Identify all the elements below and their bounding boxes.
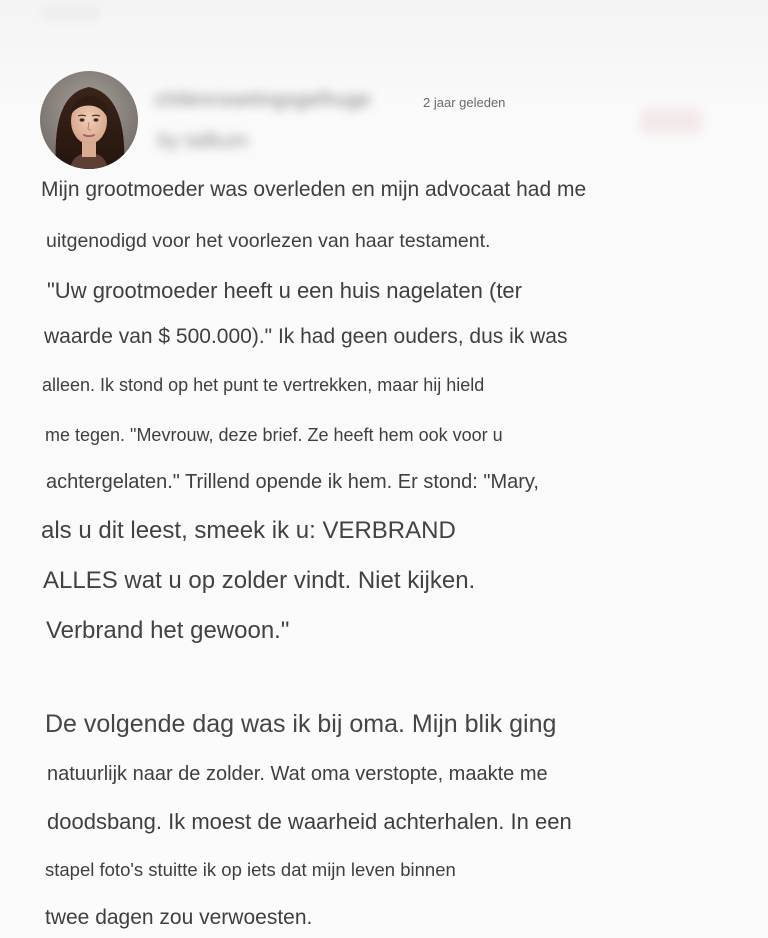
- body-line: achtergelaten." Trillend opende ik hem. Er stond: "Mary,: [46, 471, 539, 493]
- avatar[interactable]: [40, 71, 138, 169]
- body-line: me tegen. "Mevrouw, deze brief. Ze heeft hem ook voor u: [45, 425, 503, 445]
- author-username[interactable]: chilenrosetingsgelhuge: [155, 89, 371, 111]
- body-line: natuurlijk naar de zolder. Wat oma verstopte, maakte me: [47, 763, 548, 785]
- body-line: ALLES wat u op zolder vindt. Niet kijken.: [43, 567, 476, 594]
- body-line: stapel foto's stuitte ik op iets dat mijn leven binnen: [45, 859, 456, 880]
- author-via-label: by tailkum: [158, 130, 249, 152]
- body-line: Mijn grootmoeder was overleden en mijn advocaat had me: [41, 178, 587, 201]
- body-line: doodsbang. Ik moest de waarheid achterhalen. In een: [47, 809, 572, 834]
- blurred-action-button: [640, 108, 702, 134]
- body-line: Verbrand het gewoon.": [46, 617, 290, 644]
- body-line: waarde van $ 500.000)." Ik had geen ouders, dus ik was: [44, 325, 568, 348]
- body-line: uitgenodigd voor het voorlezen van haar testament.: [46, 230, 491, 252]
- body-line: "Uw grootmoeder heeft u een huis nagelaten (ter: [47, 278, 522, 303]
- blurred-header-fragment: [40, 6, 100, 20]
- body-line: als u dit leest, smeek ik u: VERBRAND: [41, 517, 456, 544]
- body-line: De volgende dag was ik bij oma. Mijn blik ging: [45, 710, 557, 738]
- post-timestamp: 2 jaar geleden: [423, 95, 506, 110]
- body-line: twee dagen zou verwoesten.: [45, 906, 313, 929]
- body-line: alleen. Ik stond op het punt te vertrekken, maar hij hield: [42, 375, 485, 395]
